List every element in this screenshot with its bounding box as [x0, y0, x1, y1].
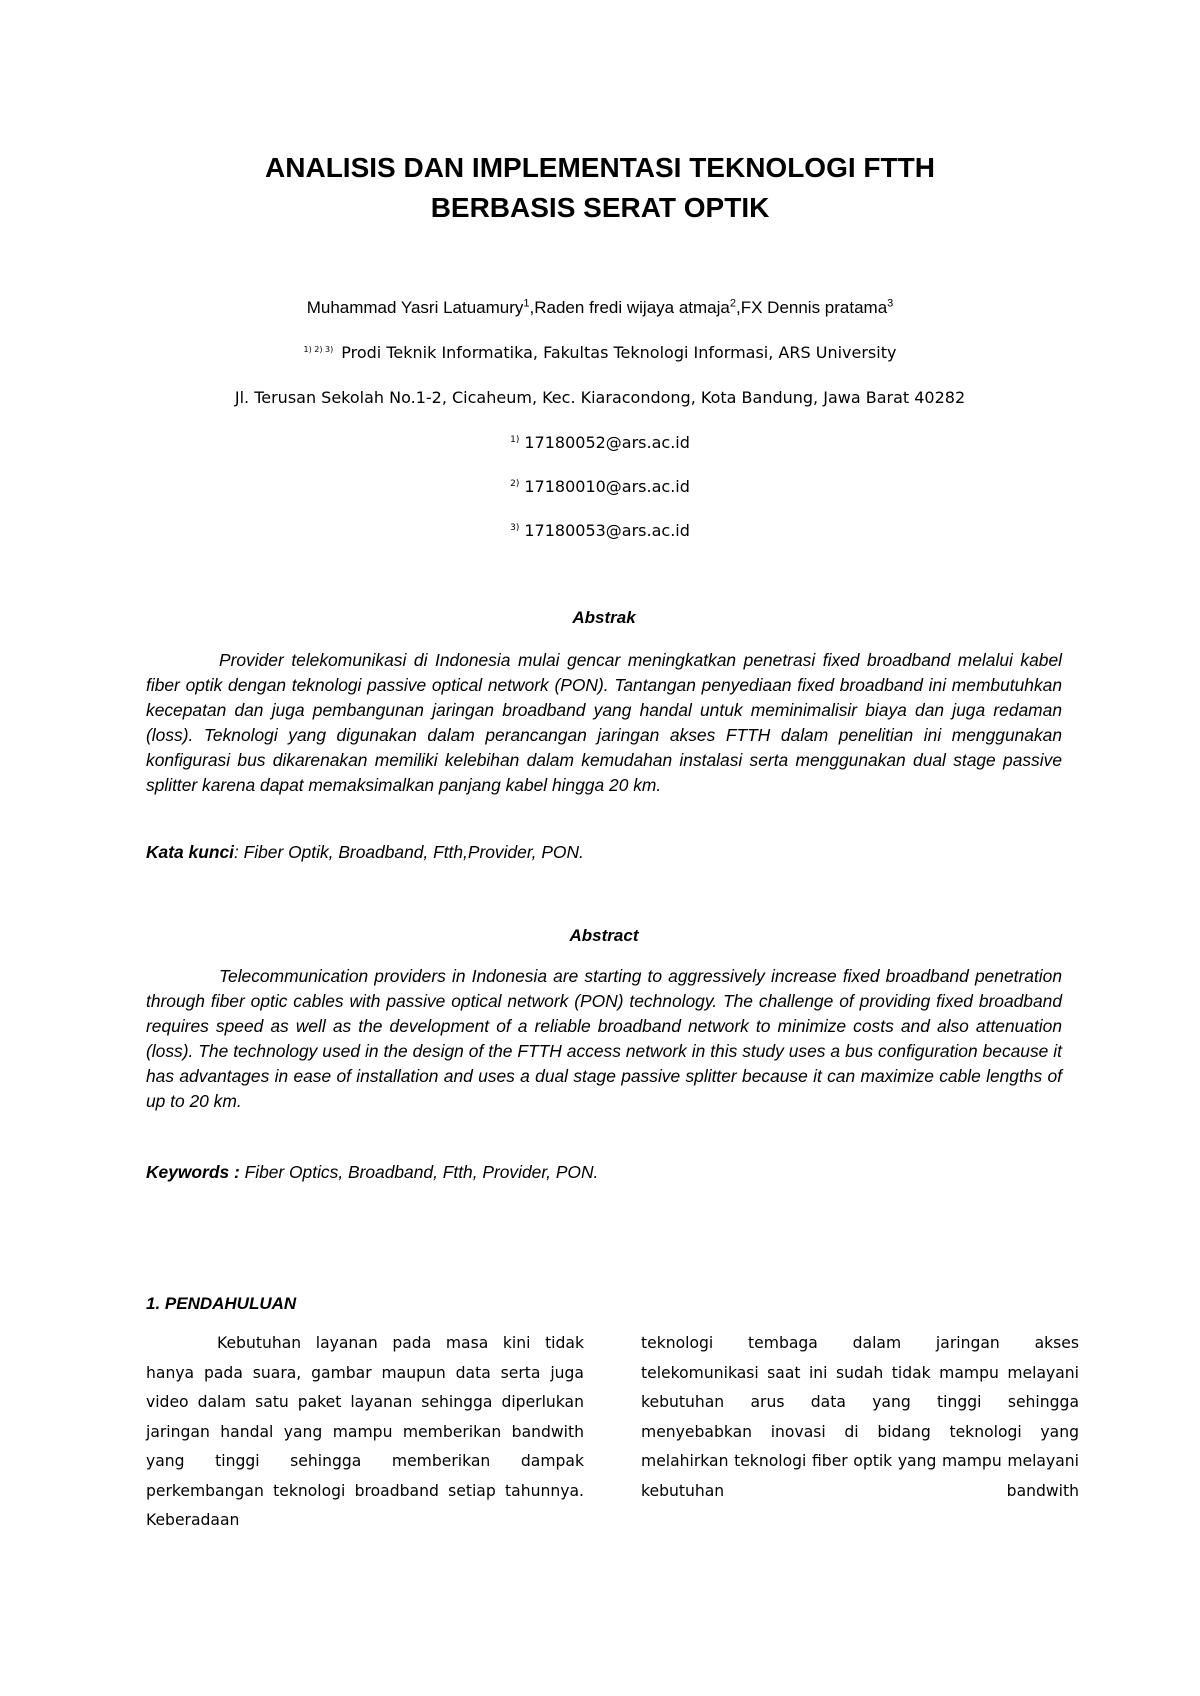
- author-list: Muhammad Yasri Latuamury$^1$,Raden fredi wijaya atmaja$^2$,FX Dennis pratama$^3$: [306, 297, 894, 317]
- body-column-right: teknologi tembaga dalam jaringan akses telekomunikasi saat ini sudah tidak mampu melayani kebutuhan arus data yang tinggi sehingga menyebabkan inovasi di bidang teknologi yang melahirkan teknologi fiber optik yang mampu melayani kebutuhan bandwith: [641, 1334, 1079, 1500]
- author-sup: 3: [887, 297, 894, 310]
- paper-title: [100, 148, 1100, 228]
- title-line-2: BERBASIS SERAT OPTIK: [430, 192, 770, 223]
- kata-kunci-label: Kata kunci: [146, 842, 234, 862]
- author-name: FX Dennis pratama: [740, 298, 888, 317]
- affiliation: [100, 342, 1100, 364]
- abstrak-body: Provider telekomunikasi di Indonesia mulai gencar meningkatkan penetrasi fixed broadband melalui kabel fiber optik dengan teknologi passive optical network (PON). Tantangan penyediaan fixed broadband ini membutuhkan kecepatan dan juga pembangunan jaringan broadband yang handal untuk meminimalisir biaya dan juga redaman (loss). Teknologi yang digunakan dalam perancangan jaringan akses FTTH dalam penelitian ini menggunakan konfigurasi bus dikarenakan memiliki kelebihan dalam kemudahan instalasi serta menggunakan dual stage passive splitter karena dapat memaksimalkan panjang kabel hingga 20 km.: [146, 650, 1062, 795]
- email-sup: 1): [510, 434, 520, 445]
- email-sup: 3): [510, 522, 520, 533]
- author-name: Muhammad Yasri Latuamury: [306, 298, 524, 317]
- email: 17180010@ars.ac.id: [524, 477, 690, 496]
- keywords-label: Keywords :: [146, 1162, 240, 1182]
- email: 17180052@ars.ac.id: [524, 433, 690, 452]
- title-line-1: ANALISIS DAN IMPLEMENTASI TEKNOLOGI FTTH: [265, 152, 935, 183]
- kata-kunci-text: : Fiber Optik, Broadband, Ftth,Provider, PON.: [233, 842, 584, 862]
- abstrak-heading: Abstrak: [572, 608, 636, 627]
- affiliation-sup: 1) 2) 3): [303, 344, 334, 354]
- email-line: [100, 476, 1100, 498]
- email-line: [100, 520, 1100, 542]
- keywords: [146, 1160, 1062, 1185]
- kata-kunci: [146, 840, 1062, 865]
- author-name: Raden fredi wijaya atmaja: [534, 298, 730, 317]
- abstract-body: Telecommunication providers in Indonesia are starting to aggressively increase fixed broadband penetration through fiber optic cables with passive optical network (PON) technology. The challenge of providing fixed broadband requires speed as well as the development of a reliable broadband network to minimize costs and also attenuation (loss). The technology used in the design of the FTTH access network in this study uses a bus configuration because it has advantages in ease of installation and uses a dual stage passive splitter because it can maximize cable lengths of up to 20 km.: [146, 966, 1062, 1111]
- email-sup: 2): [510, 478, 520, 489]
- author-sup: 2: [729, 297, 736, 310]
- email: 17180053@ars.ac.id: [524, 521, 690, 540]
- author-sup: 1: [523, 297, 530, 310]
- keywords-text: Fiber Optics, Broadband, Ftth, Provider, PON.: [239, 1162, 599, 1182]
- section-heading-pendahuluan: 1. PENDAHULUAN: [146, 1294, 297, 1313]
- affiliation-text: Prodi Teknik Informatika, Fakultas Teknologi Informasi, ARS University: [341, 343, 897, 362]
- body-column-left: Kebutuhan layanan pada masa kini tidak hanya pada suara, gambar maupun data serta juga video dalam satu paket layanan sehingga diperlukan jaringan handal yang mampu memberikan bandwith yang tinggi sehingga memberikan dampak perkembangan teknologi broadband setiap tahunnya. Keberadaan: [146, 1334, 584, 1529]
- email-line: [100, 432, 1100, 454]
- abstract-heading: Abstract: [569, 926, 639, 945]
- address: Jl. Terusan Sekolah No.1-2, Cicaheum, Kec. Kiaracondong, Kota Bandung, Jawa Barat 40282: [234, 388, 966, 407]
